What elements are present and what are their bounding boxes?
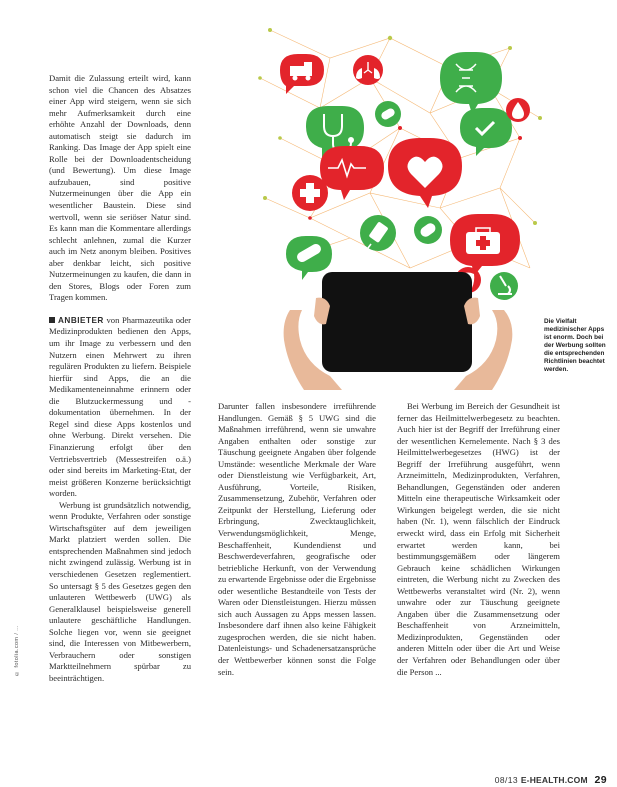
cross-icon	[292, 175, 328, 211]
paragraph-lead: ANBIETER	[49, 316, 104, 325]
pill-icon	[375, 101, 401, 127]
article-column-3	[397, 401, 560, 678]
image-caption: Die Vielfalt medizinischer Apps ist enorm. Doch bei der Werbung sollten die entsprechenden Richtlinien beachtet werden.	[544, 318, 606, 373]
paragraph: Werbung ist grundsätzlich notwendig, wenn Produkte, Verfahren oder sonstige Wirtschaftsgüter auf dem jeweiligen Markt platziert werden sollen. Die entsprechenden Maßnahmen sind jedoch nicht zwingend zulässig. Werbung ist in verschiedenen Gesetzen reglementiert. So untersagt § 5 des Gesetzes gegen den unlauteren Wettbewerb (UWG) als Generalklausel beispielsweise generell unlautere geschäftliche Handlungen. Solche liegen vor, wenn sie geeignet sind, die Interessen von Mitbewerbern, Verbrauchern oder sonstigen Marktteilnehmern spürbar zu beeinträchtigen.	[49, 499, 191, 683]
ambulance-icon	[280, 54, 324, 94]
bandage-icon	[286, 236, 332, 280]
paragraph: Darunter fallen insbesondere irreführende Handlungen. Gemäß § 5 UWG sind die Maßnahmen irreführend, wenn sie unwahre Angaben enthalten oder sonstige zur Täuschung geeignete Angaben über folgende Umstände: wesentliche Merkmale der Ware oder Dienstleistung wie Verfügbarkeit, Art, Ausführung, Vorteile, Risiken, Zusammensetzung, Zubehör, Verfahren oder Zeitpunkt der Herstellung, Lieferung oder Erbringung, Zwecktauglichkeit, Verwendungsmöglichkeit, Menge, Beschaffenheit, Kundendienst und Beschwerdeverfahren, geografische oder betriebliche Herkunft, von der Verwendung zu erwartende Ergebnisse oder die Ergebnisse oder wesentliche Bestandteile von Tests der Waren oder Dienstleistungen. Hierzu müssen sich auch Aussagen zu Apps messen lassen. Insbesondere darf ihnen also keine Fähigkeit zugesprochen werden, die sie nicht haben. Datenleistungs- und Schadenersatzansprüche der Wettbewerber können sonst die Folge sein.	[218, 401, 376, 677]
ecg-icon	[320, 146, 384, 200]
heart-icon	[388, 138, 462, 208]
paragraph-text: von Pharmazeutika oder Medizinprodukten bedienen den Apps, um ihr Image zu verbessern und den Nutzern einen Mehrwert zu ihren regulären Produkten zu liefern. Beispiele hierfür sind Apps, die an die Medikamenteneinnahme erinnern oder die Blutzuckermessung und -dokumentation übernehmen. In der Regel sind diese Apps kostenlos und ohne Werbung. Direkt versehen. Die Finanzierung erfolgt über den Vertriebsvertrieb (Messestreifen o.ä.) oder sind bereits im Marketing-Etat, der meist größeren Konzerne berücksichtigt worden.	[49, 314, 191, 499]
page-footer	[495, 774, 607, 786]
medical-case-icon	[450, 214, 520, 276]
lungs-icon	[353, 55, 383, 85]
capsule-icon	[414, 216, 442, 244]
issue-number: 08/13	[494, 775, 519, 785]
paragraph: Bei Werbung im Bereich der Gesundheit ist ferner das Heilmittelwerbegesetz zu beachten. Auch hier ist der Begriff der Irreführung einer der wesentlichen Kernelemente. Nach § 3 des Heilmittelwerbegesetzes (HWG) ist der Begriff der Irreführung ausgeführt, wenn Arzneimitteln, Medizinprodukten, Verfahren, Behandlungen, Gegenständen oder anderen Mitteln eine therapeutische Wirksamkeit oder Wirkungen beigelegt werden, die sie nicht haben (Nr. 1), wenn fälschlich der Eindruck erweckt wird, dass ein Erfolg mit Sicherheit erwartet werden kann, bei bestimmungsgemäßem oder längerem Gebrauch keine schädlichen Wirkungen eintreten, die Werbung nicht zu Zwecken des Wettbewerbs veranstaltet wird (Nr. 2), wenn unwahre oder zur Täuschung geeignete Angaben über die Zusammensetzung oder Beschaffenheit von Arzneimitteln, Medizinprodukten, Gegenständen oder anderen Mitteln oder über die Art und Weise der Verfahren oder Behandlungen oder über die Person ...	[397, 401, 560, 677]
magazine-brand: E-HEALTH.COM	[520, 775, 588, 785]
article-column-2	[218, 401, 376, 678]
syringe-icon	[360, 215, 396, 252]
paragraph: Damit die Zulassung erteilt wird, kann schon viel die Chancen des Absatzes einer App wird steigern, wenn sie sich mehr Aufmerksamkeit durch eine erhöhte Anzahl der Downloads, denn automatisch steigt sie dadurch im Ranking. Das Image der App spielt eine Rolle bei der Downloadentscheidung (und Bewertung). Um diese Image aufzubauen, sind positive Nutzermeinungen über die App ein wesentlicher Baustein. Diese sind wertvoll, wenn sie seriöser Natur sind. Es kann man die Kommentare allerdings schlecht anlehnen, zumal die Kurzer auch im Netz anonym bleiben. Positives aber denkbar leicht, sich positive Nutzermeinungen zu kaufen, die dann in den Stores, Blogs oder Foren zum Tragen kommen.	[49, 73, 191, 303]
microscope-icon	[490, 272, 518, 300]
page-number: 29	[594, 774, 607, 786]
paragraph	[49, 315, 191, 500]
check-icon	[460, 108, 512, 156]
tablet-icon	[322, 272, 472, 372]
blood-drop-icon	[506, 98, 530, 122]
article-column-1	[49, 73, 191, 684]
photo-credit: © fotolia.com / ...	[14, 625, 20, 676]
medical-apps-illustration	[250, 18, 546, 390]
